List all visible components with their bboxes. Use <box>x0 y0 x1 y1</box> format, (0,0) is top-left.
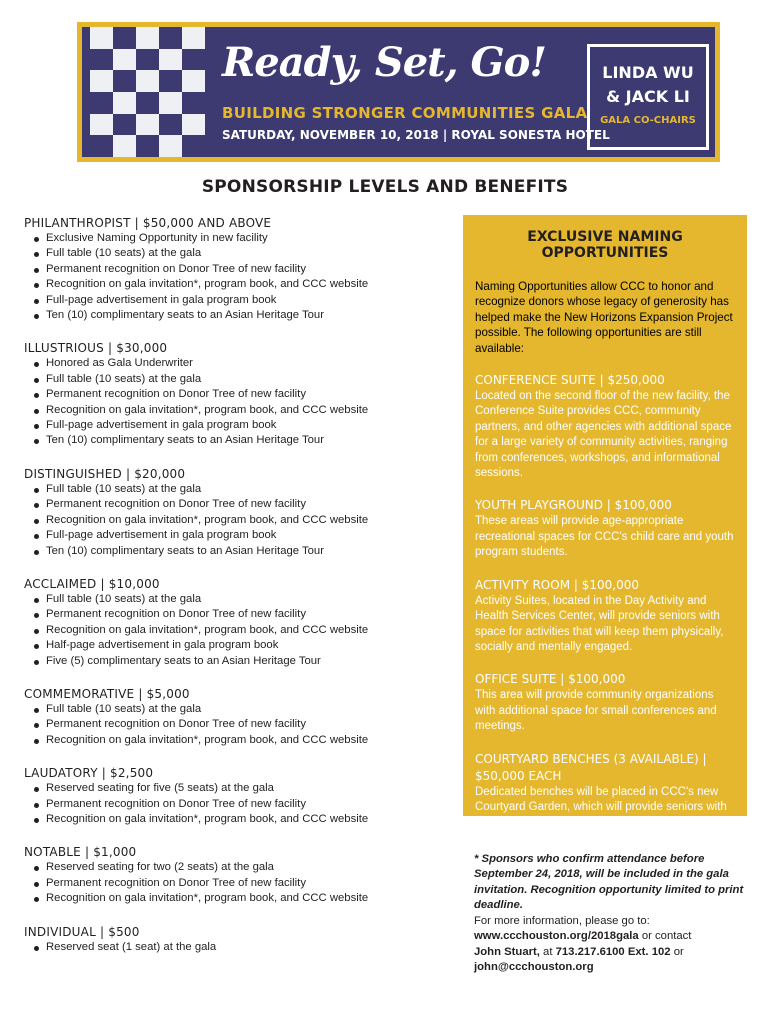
sponsorship-level <box>24 686 454 748</box>
contact-prefix: For more information, please go to: <box>474 915 650 927</box>
banner-title: Ready, Set, Go! <box>222 39 546 86</box>
contact-phone: 713.217.6100 Ext. 102 <box>555 945 671 958</box>
benefit-item: Permanent recognition on Donor Tree of new facility <box>24 497 454 512</box>
benefit-item: Reserved seating for two (2 seats) at the gala <box>24 860 454 875</box>
opportunity-description: This area will provide community organizations with additional space for small conferences and meetings. <box>475 689 717 733</box>
benefit-list <box>24 231 454 323</box>
benefit-item: Full table (10 seats) at the gala <box>24 246 454 261</box>
naming-opportunity <box>475 577 735 656</box>
benefit-item: Recognition on gala invitation*, program book, and CCC website <box>24 623 454 638</box>
benefit-list <box>24 781 454 827</box>
benefit-list <box>24 482 454 559</box>
benefit-item: Ten (10) complimentary seats to an Asian Heritage Tour <box>24 544 454 559</box>
level-title: ACCLAIMED | $10,000 <box>24 576 160 591</box>
benefit-item: Recognition on gala invitation*, program book, and CCC website <box>24 812 454 827</box>
page-title: SPONSORSHIP LEVELS AND BENEFITS <box>201 177 569 197</box>
opportunity-title: ACTIVITY ROOM | $100,000 <box>475 577 639 592</box>
benefit-list <box>24 702 454 748</box>
sponsorship-level <box>24 466 454 559</box>
benefit-item: Ten (10) complimentary seats to an Asian Heritage Tour <box>24 433 454 448</box>
naming-opportunity <box>475 497 735 560</box>
contact-name: John Stuart, <box>474 945 540 958</box>
contact-info <box>474 914 744 976</box>
naming-opportunity <box>475 751 735 831</box>
naming-opportunity <box>475 372 735 481</box>
opportunity-title: COURTYARD BENCHES (3 AVAILABLE) | $50,000 EACH <box>475 751 707 783</box>
naming-opportunity <box>475 671 735 734</box>
sponsorship-level <box>24 924 454 955</box>
contact-or-contact: or contact <box>638 930 692 943</box>
benefit-list <box>24 592 454 669</box>
benefit-item: Recognition on gala invitation*, program book, and CCC website <box>24 277 454 292</box>
naming-panel-title: EXCLUSIVE NAMING OPPORTUNITIES <box>527 229 683 261</box>
co-chairs-box <box>587 44 709 150</box>
benefit-item: Recognition on gala invitation*, program book, and CCC website <box>24 733 454 748</box>
banner-inner <box>82 27 715 157</box>
benefit-item: Full-page advertisement in gala program book <box>24 528 454 543</box>
sponsorship-level <box>24 844 454 906</box>
benefit-item: Exclusive Naming Opportunity in new facility <box>24 231 454 246</box>
naming-opportunity-list <box>475 372 735 831</box>
benefit-item: Reserved seat (1 seat) at the gala <box>24 940 454 955</box>
benefit-item: Recognition on gala invitation*, program book, and CCC website <box>24 891 454 906</box>
sponsor-footnote: * Sponsors who confirm attendance before September 24, 2018, will be included in the gala invitation. Recognition opportunity limited to print deadline. <box>474 853 744 912</box>
gala-website-link[interactable]: www.ccchouston.org/2018gala <box>474 930 639 943</box>
co-chair-2: & JACK LI <box>606 87 690 106</box>
level-title: PHILANTHROPIST | $50,000 AND ABOVE <box>24 216 272 230</box>
benefit-item: Recognition on gala invitation*, program book, and CCC website <box>24 513 454 528</box>
level-title: ILLUSTRIOUS | $30,000 <box>24 341 168 356</box>
banner-date-venue: SATURDAY, NOVEMBER 10, 2018 | ROYAL SONESTA HOTEL <box>222 128 610 142</box>
benefit-item: Full-page advertisement in gala program book <box>24 293 454 308</box>
opportunity-title: CONFERENCE SUITE | $250,000 <box>475 373 665 388</box>
benefit-item: Full-page advertisement in gala program book <box>24 418 454 433</box>
benefit-item: Full table (10 seats) at the gala <box>24 372 454 387</box>
benefit-item: Permanent recognition on Donor Tree of new facility <box>24 387 454 402</box>
opportunity-title: YOUTH PLAYGROUND | $100,000 <box>475 498 672 513</box>
co-chairs-role: GALA CO-CHAIRS <box>600 115 696 126</box>
benefit-item: Permanent recognition on Donor Tree of new facility <box>24 876 454 891</box>
level-title: NOTABLE | $1,000 <box>24 845 137 860</box>
naming-panel-intro: Naming Opportunities allow CCC to honor and recognize donors whose legacy of generosity has helped make the New Horizons Expansion Project possible. The following opportunities are still available: <box>475 280 733 355</box>
level-title: DISTINGUISHED | $20,000 <box>24 466 186 481</box>
level-title: INDIVIDUAL | $500 <box>24 924 140 939</box>
banner-subtitle: BUILDING STRONGER COMMUNITIES GALA <box>222 104 588 122</box>
benefit-item: Permanent recognition on Donor Tree of new facility <box>24 262 454 277</box>
benefit-item: Recognition on gala invitation*, program book, and CCC website <box>24 403 454 418</box>
sponsorship-level <box>24 340 454 448</box>
opportunity-description: Located on the second floor of the new facility, the Conference Suite provides CCC, community partners, and other agencies with additional space for a large variety of community activities, ranging from conferences, workshops, and informational sessions. <box>475 390 732 480</box>
benefit-item: Permanent recognition on Donor Tree of new facility <box>24 797 454 812</box>
sponsorship-levels <box>24 215 454 972</box>
sponsorship-level <box>24 576 454 669</box>
sponsorship-level <box>24 765 454 827</box>
benefit-list <box>24 860 454 906</box>
benefit-item: Permanent recognition on Donor Tree of new facility <box>24 607 454 622</box>
benefit-item: Full table (10 seats) at the gala <box>24 702 454 717</box>
contact-email-link[interactable]: john@ccchouston.org <box>474 961 594 974</box>
co-chairs-names <box>590 47 706 109</box>
benefit-item: Five (5) complimentary seats to an Asian Heritage Tour <box>24 654 454 669</box>
benefit-item: Reserved seating for five (5 seats) at the gala <box>24 781 454 796</box>
benefit-list <box>24 356 454 448</box>
benefit-item: Half-page advertisement in gala program book <box>24 638 454 653</box>
level-title: LAUDATORY | $2,500 <box>24 766 154 781</box>
benefit-list <box>24 940 454 955</box>
naming-opportunities-panel <box>463 215 747 829</box>
opportunity-title: OFFICE SUITE | $100,000 <box>475 672 626 687</box>
co-chair-1: LINDA WU <box>602 63 694 82</box>
benefit-item: Permanent recognition on Donor Tree of new facility <box>24 717 454 732</box>
benefit-item: Ten (10) complimentary seats to an Asian Heritage Tour <box>24 308 454 323</box>
contact-at: at <box>539 945 556 958</box>
gala-banner <box>77 22 720 162</box>
contact-or: or <box>670 945 684 958</box>
level-title: COMMEMORATIVE | $5,000 <box>24 686 190 701</box>
opportunity-description: These areas will provide age-appropriate recreational spaces for CCC's child care and youth program students. <box>475 515 734 559</box>
benefit-item: Full table (10 seats) at the gala <box>24 482 454 497</box>
checkered-flag-graphic <box>90 27 205 157</box>
opportunity-description: Activity Suites, located in the Day Activity and Health Services Center, will provide seniors with space for activities that will keep them physically, socially and mentally engaged. <box>475 594 724 653</box>
sponsorship-level <box>24 215 454 323</box>
benefit-item: Full table (10 seats) at the gala <box>24 592 454 607</box>
benefit-item: Honored as Gala Underwriter <box>24 356 454 371</box>
opportunity-description: Dedicated benches will be placed in CCC's new Courtyard Garden, which will provide seniors with an outdoor space for peace and tranquility. <box>475 785 727 829</box>
